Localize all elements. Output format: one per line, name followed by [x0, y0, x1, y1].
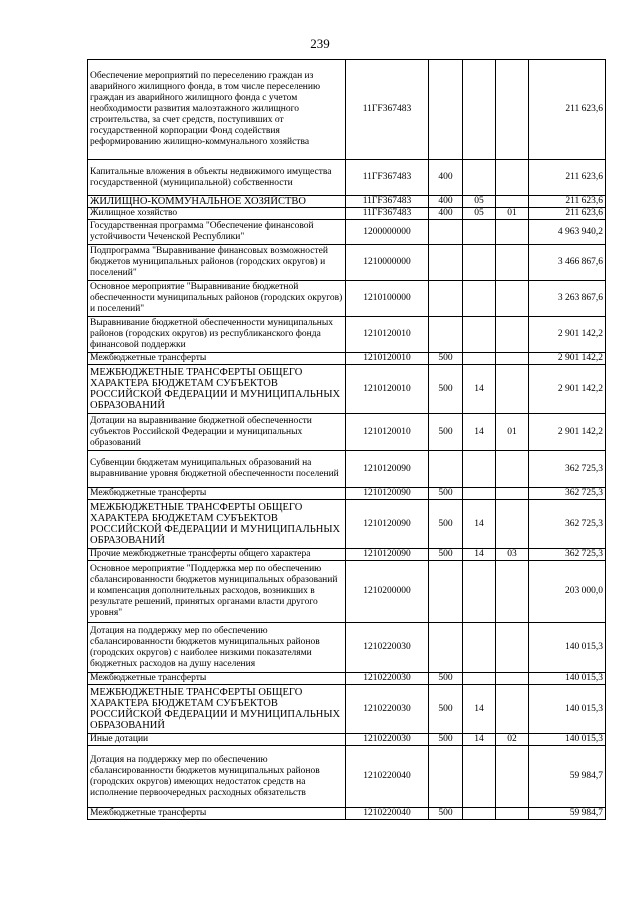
row-target-code: 1210220030 [346, 673, 429, 685]
row-name: Прочие межбюджетные трансферты общего характера [88, 549, 346, 561]
row-expense-type [429, 317, 463, 353]
table-row [88, 245, 606, 281]
row-subsection [496, 365, 529, 414]
row-subsection [496, 451, 529, 488]
row-name: МЕЖБЮДЖЕТНЫЕ ТРАНСФЕРТЫ ОБЩЕГО ХАРАКТЕРА БЮДЖЕТАМ СУБЪЕКТОВ РОССИЙСКОЙ ФЕДЕРАЦИИ И МУНИЦИПАЛЬНЫХ ОБРАЗОВАНИЙ [88, 685, 346, 734]
row-section [463, 561, 496, 623]
row-section: 14 [463, 685, 496, 734]
row-subsection [496, 196, 529, 208]
row-name: Основное мероприятие "Поддержка мер по обеспечению сбалансированности бюджетов муниципальных образований и компенсация дополнительных расходов, возникших в результате решений, принятых органами власти другого уровня" [88, 561, 346, 623]
row-name: Основное мероприятие "Выравнивание бюджетной обеспеченности муниципальных районов (городских округов) и поселений" [88, 281, 346, 317]
row-expense-type [429, 245, 463, 281]
row-amount: 59 984,7 [529, 746, 606, 808]
row-target-code: 1200000000 [346, 220, 429, 245]
row-section: 14 [463, 500, 496, 549]
row-subsection: 01 [496, 208, 529, 220]
row-amount: 211 623,6 [529, 196, 606, 208]
row-subsection [496, 353, 529, 365]
table-row [88, 196, 606, 208]
row-expense-type: 500 [429, 414, 463, 451]
row-section [463, 245, 496, 281]
row-section [463, 281, 496, 317]
row-amount: 140 015,3 [529, 623, 606, 673]
row-target-code: 11ГF367483 [346, 160, 429, 196]
row-subsection [496, 317, 529, 353]
row-section [463, 317, 496, 353]
table-row [88, 281, 606, 317]
row-section [463, 623, 496, 673]
row-name: Иные дотации [88, 734, 346, 746]
row-section [463, 160, 496, 196]
row-target-code: 1210120090 [346, 549, 429, 561]
row-expense-type: 400 [429, 160, 463, 196]
row-target-code: 1210120090 [346, 488, 429, 500]
row-name: Межбюджетные трансферты [88, 488, 346, 500]
row-target-code: 1210200000 [346, 561, 429, 623]
row-expense-type [429, 220, 463, 245]
row-expense-type [429, 746, 463, 808]
row-target-code: 1210100000 [346, 281, 429, 317]
table-row [88, 317, 606, 353]
row-target-code: 1210120010 [346, 353, 429, 365]
row-section [463, 746, 496, 808]
row-amount: 362 725,3 [529, 549, 606, 561]
table-row [88, 673, 606, 685]
row-expense-type: 500 [429, 673, 463, 685]
row-target-code: 1210220040 [346, 746, 429, 808]
row-name: Жилищное хозяйство [88, 208, 346, 220]
table-row [88, 353, 606, 365]
row-target-code: 1210120010 [346, 365, 429, 414]
row-expense-type: 500 [429, 549, 463, 561]
row-amount: 203 000,0 [529, 561, 606, 623]
table-row [88, 414, 606, 451]
table-row [88, 208, 606, 220]
table-row [88, 685, 606, 734]
row-amount: 4 963 940,2 [529, 220, 606, 245]
row-expense-type: 500 [429, 808, 463, 820]
row-section: 14 [463, 734, 496, 746]
table-row [88, 451, 606, 488]
row-expense-type [429, 60, 463, 160]
row-subsection [496, 746, 529, 808]
row-section [463, 220, 496, 245]
row-expense-type [429, 451, 463, 488]
row-name: Межбюджетные трансферты [88, 353, 346, 365]
table-row [88, 160, 606, 196]
row-amount: 3 263 867,6 [529, 281, 606, 317]
page-number: 239 [310, 36, 330, 51]
budget-table [87, 59, 606, 820]
row-target-code: 1210220030 [346, 623, 429, 673]
table-row [88, 746, 606, 808]
row-expense-type: 500 [429, 488, 463, 500]
row-section [463, 353, 496, 365]
row-subsection [496, 623, 529, 673]
row-amount: 140 015,3 [529, 673, 606, 685]
row-subsection [496, 160, 529, 196]
table-row [88, 561, 606, 623]
row-target-code: 1210220040 [346, 808, 429, 820]
row-subsection [496, 220, 529, 245]
row-name: Межбюджетные трансферты [88, 673, 346, 685]
row-subsection: 01 [496, 414, 529, 451]
table-row [88, 500, 606, 549]
table-row [88, 488, 606, 500]
table-row [88, 808, 606, 820]
row-name: ЖИЛИЩНО-КОММУНАЛЬНОЕ ХОЗЯЙСТВО [88, 196, 346, 208]
row-expense-type [429, 561, 463, 623]
row-name: Дотации на выравнивание бюджетной обеспеченности субъектов Российской Федерации и муниципальных образований [88, 414, 346, 451]
row-section [463, 808, 496, 820]
row-amount: 2 901 142,2 [529, 353, 606, 365]
row-target-code: 1210220030 [346, 734, 429, 746]
row-subsection [496, 685, 529, 734]
row-subsection [496, 60, 529, 160]
row-section [463, 60, 496, 160]
row-amount: 362 725,3 [529, 451, 606, 488]
row-amount: 2 901 142,2 [529, 365, 606, 414]
row-subsection [496, 500, 529, 549]
row-target-code: 1210120090 [346, 500, 429, 549]
row-name: Межбюджетные трансферты [88, 808, 346, 820]
row-expense-type: 500 [429, 500, 463, 549]
row-name: Субвенции бюджетам муниципальных образований на выравнивание уровня бюджетной обеспеченности поселений [88, 451, 346, 488]
row-section [463, 673, 496, 685]
row-target-code: 11ГF367483 [346, 208, 429, 220]
row-name: МЕЖБЮДЖЕТНЫЕ ТРАНСФЕРТЫ ОБЩЕГО ХАРАКТЕРА БЮДЖЕТАМ СУБЪЕКТОВ РОССИЙСКОЙ ФЕДЕРАЦИИ И МУНИЦИПАЛЬНЫХ ОБРАЗОВАНИЙ [88, 500, 346, 549]
row-amount: 3 466 867,6 [529, 245, 606, 281]
table-row [88, 60, 606, 160]
row-amount: 140 015,3 [529, 685, 606, 734]
table-row [88, 220, 606, 245]
row-expense-type: 500 [429, 734, 463, 746]
row-expense-type: 500 [429, 685, 463, 734]
row-section: 05 [463, 196, 496, 208]
row-target-code: 1210220030 [346, 685, 429, 734]
row-subsection: 02 [496, 734, 529, 746]
row-name: Капитальные вложения в объекты недвижимого имущества государственной (муниципальной) собственности [88, 160, 346, 196]
row-amount: 211 623,6 [529, 60, 606, 160]
row-amount: 362 725,3 [529, 500, 606, 549]
table-row [88, 734, 606, 746]
row-subsection [496, 673, 529, 685]
row-section: 14 [463, 365, 496, 414]
row-section: 05 [463, 208, 496, 220]
row-subsection [496, 488, 529, 500]
row-target-code: 1210000000 [346, 245, 429, 281]
budget-table-body [88, 60, 606, 820]
row-expense-type [429, 281, 463, 317]
row-target-code: 11ГF367483 [346, 60, 429, 160]
row-subsection [496, 281, 529, 317]
row-section: 14 [463, 414, 496, 451]
row-name: МЕЖБЮДЖЕТНЫЕ ТРАНСФЕРТЫ ОБЩЕГО ХАРАКТЕРА БЮДЖЕТАМ СУБЪЕКТОВ РОССИЙСКОЙ ФЕДЕРАЦИИ И МУНИЦИПАЛЬНЫХ ОБРАЗОВАНИЙ [88, 365, 346, 414]
row-expense-type: 500 [429, 365, 463, 414]
table-row [88, 365, 606, 414]
row-name: Обеспечение мероприятий по переселению граждан из аварийного жилищного фонда, в том числе переселению граждан из аварийного жилищного фонда с учетом необходимости развития малоэтажного жилищного строительства, за счет средств, поступивших от государственной корпорации Фонд содействия реформированию жилищно-коммунального хозяйства [88, 60, 346, 160]
row-name: Государственная программа "Обеспечение финансовой устойчивости Чеченской Республики" [88, 220, 346, 245]
row-amount: 211 623,6 [529, 208, 606, 220]
row-amount: 2 901 142,2 [529, 317, 606, 353]
row-expense-type [429, 623, 463, 673]
row-subsection [496, 808, 529, 820]
row-expense-type: 500 [429, 353, 463, 365]
row-subsection: 03 [496, 549, 529, 561]
row-name: Подпрограмма "Выравнивание финансовых возможностей бюджетов муниципальных районов (городских округов) и поселений" [88, 245, 346, 281]
row-name: Дотация на поддержку мер по обеспечению сбалансированности бюджетов муниципальных районов (городских округов) имеющих недостаток средств на исполнение первоочередных расходных обязательств [88, 746, 346, 808]
row-amount: 211 623,6 [529, 160, 606, 196]
row-subsection [496, 245, 529, 281]
row-name: Дотация на поддержку мер по обеспечению сбалансированности бюджетов муниципальных районов (городских округов) с наиболее низкими показателями бюджетных расходов на душу населения [88, 623, 346, 673]
row-name: Выравнивание бюджетной обеспеченности муниципальных районов (городских округов) из республиканского фонда финансовой поддержки [88, 317, 346, 353]
table-row [88, 623, 606, 673]
row-amount: 2 901 142,2 [529, 414, 606, 451]
row-target-code: 1210120010 [346, 414, 429, 451]
row-section [463, 451, 496, 488]
row-section: 14 [463, 549, 496, 561]
row-amount: 140 015,3 [529, 734, 606, 746]
row-subsection [496, 561, 529, 623]
row-amount: 362 725,3 [529, 488, 606, 500]
row-target-code: 1210120090 [346, 451, 429, 488]
row-expense-type: 400 [429, 196, 463, 208]
row-target-code: 1210120010 [346, 317, 429, 353]
row-expense-type: 400 [429, 208, 463, 220]
table-row [88, 549, 606, 561]
row-section [463, 488, 496, 500]
row-target-code: 11ГF367483 [346, 196, 429, 208]
row-amount: 59 984,7 [529, 808, 606, 820]
